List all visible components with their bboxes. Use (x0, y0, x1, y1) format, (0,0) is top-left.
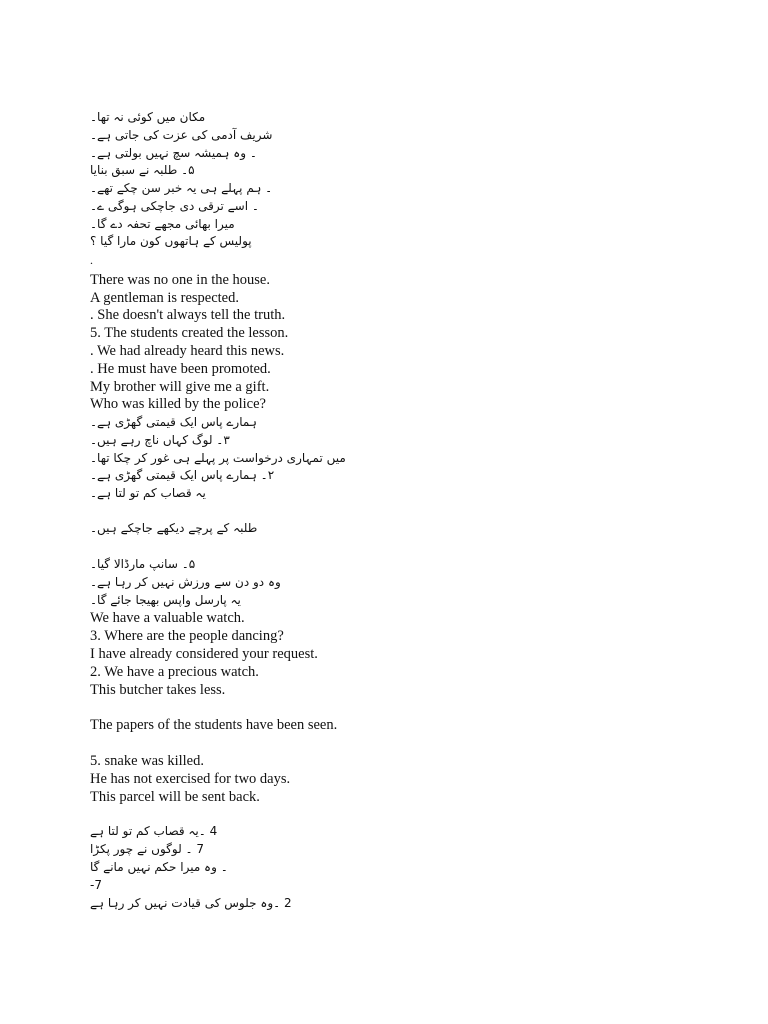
english-line: 2. We have a precious watch. (90, 664, 259, 680)
urdu-line: یہ پارسل واپس بھیجا جائے گا۔ (90, 593, 241, 607)
urdu-line: طلبہ کے پرچے دیکھے جاچکے ہیں۔ (90, 521, 258, 535)
mixed-line: -7 (90, 878, 102, 892)
english-line: A gentleman is respected. (90, 290, 239, 306)
english-line: This parcel will be sent back. (90, 789, 260, 805)
mixed-line: 2 ۔وہ جلوس کی قیادت نہیں کر رہا ہے (90, 896, 292, 910)
urdu-line: یہ قصاب کم تو لتا ہے۔ (90, 486, 206, 500)
english-line: This butcher takes less. (90, 682, 226, 698)
urdu-line: ۔ وہ ہمیشہ سچ نہیں بولتی ہے۔ (90, 146, 257, 160)
english-line: Who was killed by the police? (90, 396, 266, 412)
english-line: . She doesn't always tell the truth. (90, 307, 286, 323)
mixed-line: 4 ۔یہ قصاب کم تو لتا ہے (90, 824, 218, 838)
urdu-line: ہمارے پاس ایک قیمتی گھڑی ہے۔ (90, 415, 257, 429)
urdu-line: پولیس کے ہاتھوں کون مارا گیا ؟ (90, 234, 252, 248)
urdu-line: وہ دو دن سے ورزش نہیں کر رہا ہے۔ (90, 575, 281, 589)
english-line: My brother will give me a gift. (90, 379, 270, 395)
urdu-line: شریف آدمی کی عزت کی جاتی ہے۔ (90, 128, 273, 142)
urdu-line: ۔ اسے ترقی دی جاچکی ہوگی ے۔ (90, 199, 259, 213)
urdu-line: ۔ ہم پہلے ہی یہ خبر سن چکے تھے۔ (90, 181, 273, 195)
urdu-line: مکان میں کوئی نہ تھا۔ (90, 110, 206, 124)
english-line: 5. snake was killed. (90, 753, 204, 769)
english-line: There was no one in the house. (90, 272, 270, 288)
urdu-line: ۳۔ لوگ کہاں ناچ رہے ہیں۔ (90, 433, 230, 447)
english-line: 5. The students created the lesson. (90, 325, 289, 341)
urdu-line: ۵۔ سانپ مارڈالا گیا۔ (90, 557, 196, 571)
english-line: 3. Where are the people dancing? (90, 628, 284, 644)
urdu-line: ۲۔ ہمارے پاس ایک قیمتی گھڑی ہے۔ (90, 468, 275, 482)
english-line: . He must have been promoted. (90, 361, 271, 377)
english-line: . We had already heard this news. (90, 343, 285, 359)
urdu-line: میں تمہاری درخواست پر پہلے ہی غور کر چکا تھا۔ (90, 451, 346, 465)
urdu-line: ۵۔ طلبہ نے سبق بنایا (90, 163, 195, 177)
english-line: I have already considered your request. (90, 646, 318, 662)
urdu-line: میرا بھائی مجھے تحفہ دے گا۔ (90, 217, 235, 231)
english-line: He has not exercised for two days. (90, 771, 291, 787)
english-line: We have a valuable watch. (90, 610, 245, 626)
mixed-line: ۔ وہ میرا حکم نہیں مانے گا (90, 860, 228, 874)
mixed-line: 7 ۔ لوگوں نے چور پکڑا (90, 842, 205, 856)
english-line: The papers of the students have been seen. (90, 717, 338, 733)
separator-dot: . (90, 253, 93, 267)
